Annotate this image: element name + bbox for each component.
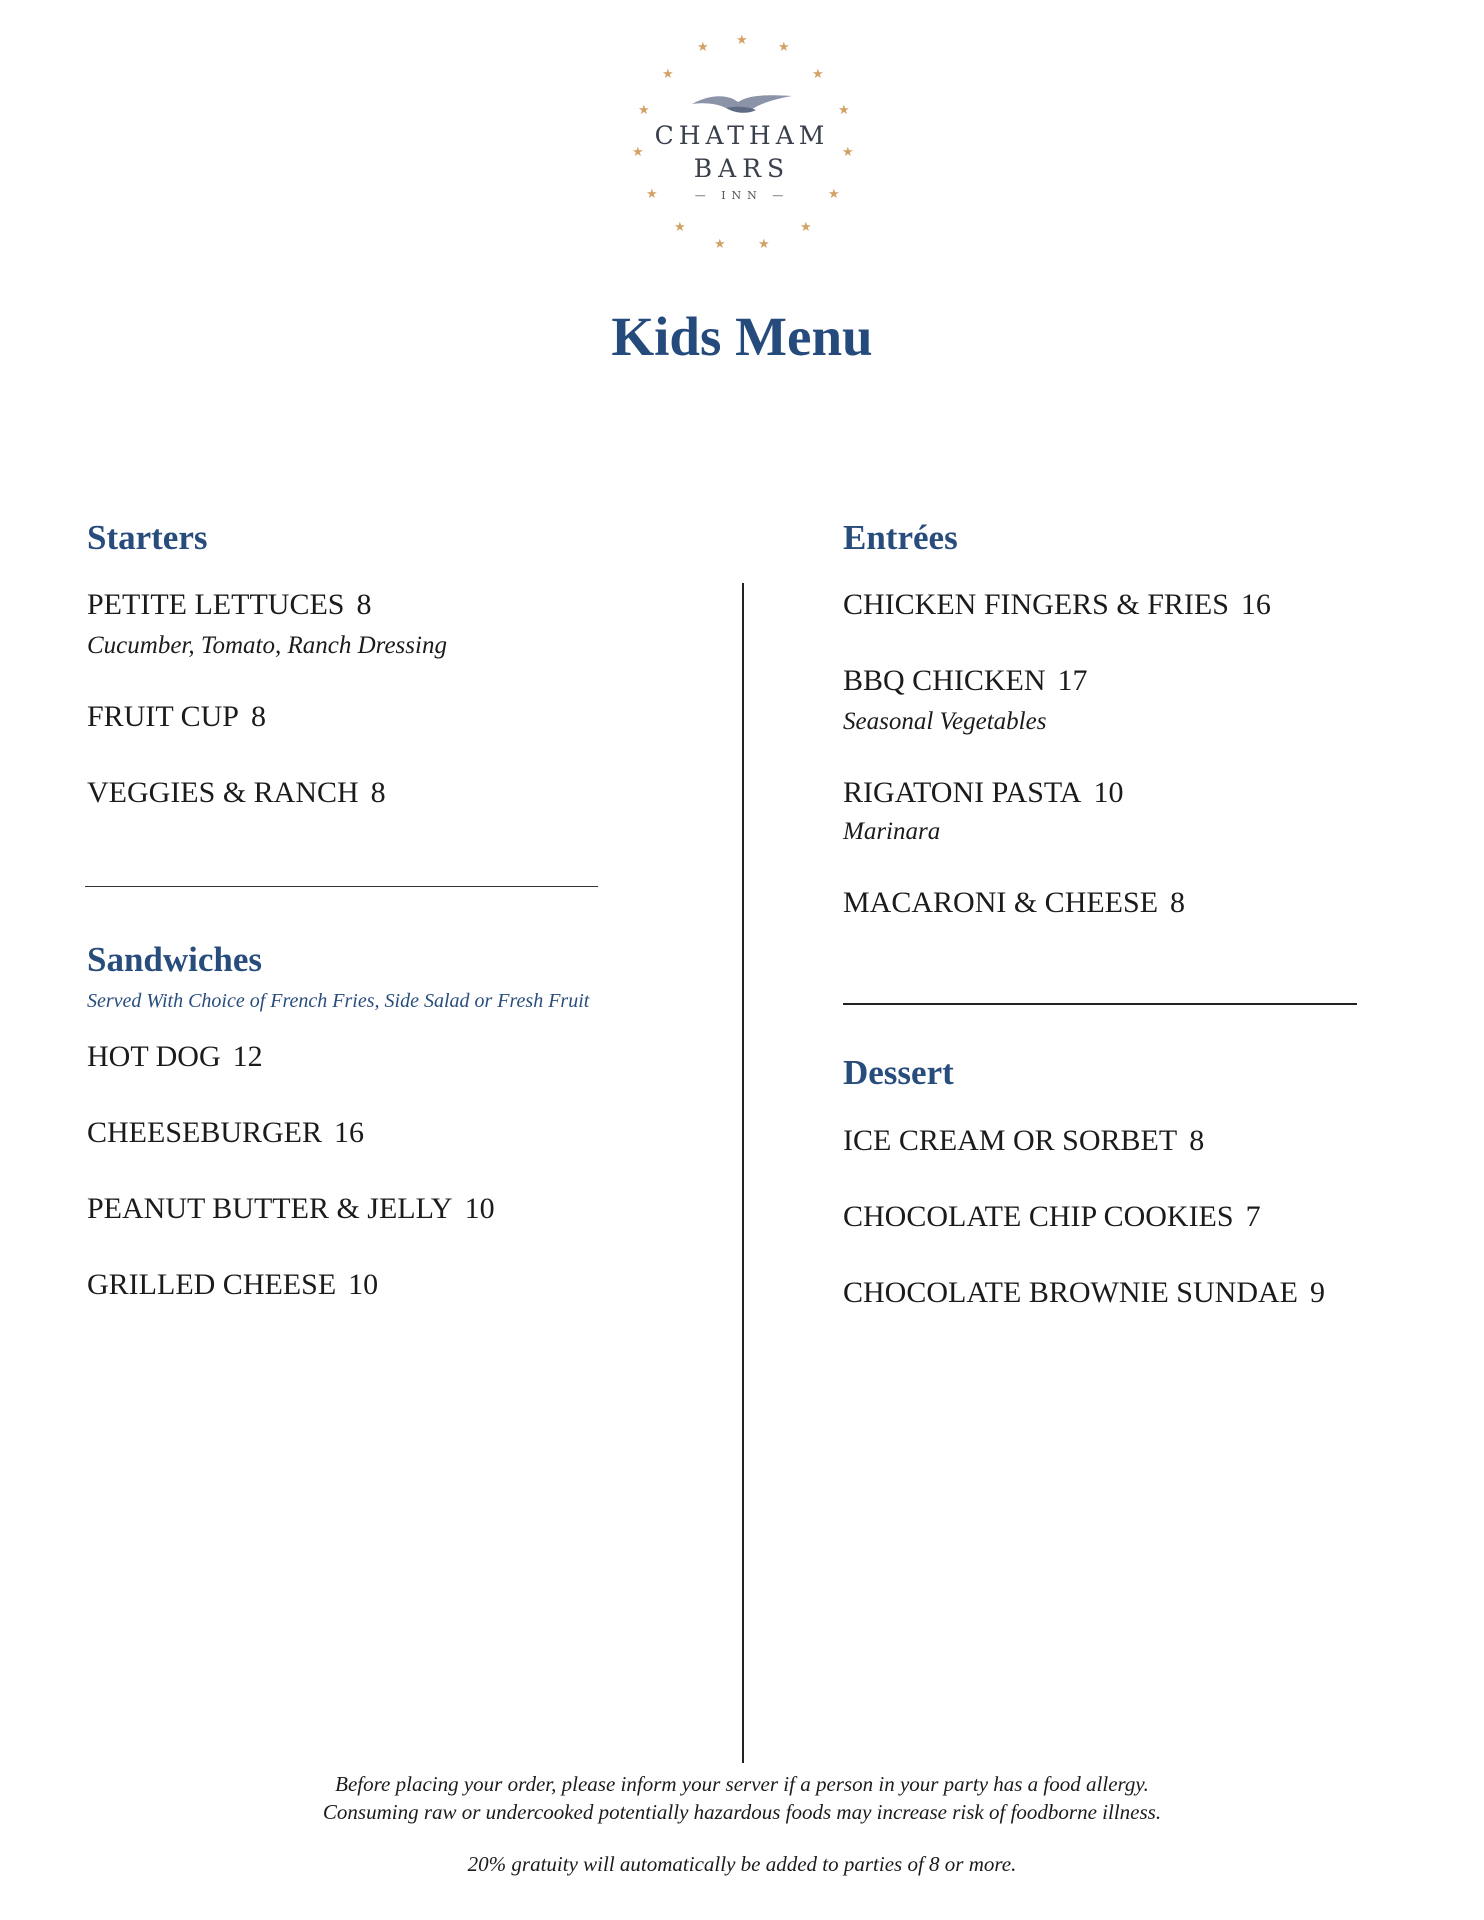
menu-item <box>843 886 1185 920</box>
menu-item <box>87 700 266 734</box>
sandwiches-note: Served With Choice of French Fries, Side Salad or Fresh Fruit <box>87 990 590 1012</box>
star-icon: ★ <box>800 220 812 235</box>
page-title: Kids Menu <box>611 306 873 367</box>
menu-item <box>843 1276 1325 1310</box>
item-description: Marinara <box>843 818 941 845</box>
menu-item <box>87 1040 263 1074</box>
gratuity-notice: 20% gratuity will automatically be added to parties of 8 or more. <box>467 1852 1017 1876</box>
item-price: 10 <box>1093 776 1124 809</box>
item-name: CHOCOLATE BROWNIE SUNDAE <box>843 1276 1298 1309</box>
starters-heading: Starters <box>87 518 208 557</box>
menu-item <box>843 588 1271 622</box>
star-icon: ★ <box>632 145 644 160</box>
menu-item <box>843 1124 1204 1158</box>
star-icon: ★ <box>842 145 854 160</box>
star-icon: ★ <box>662 67 674 82</box>
star-icon: ★ <box>838 103 850 118</box>
allergy-notice: Before placing your order, please inform your server if a person in your party has a food allergy. <box>335 1772 1149 1796</box>
item-name: PETITE LETTUCES <box>87 588 345 621</box>
item-description: Seasonal Vegetables <box>843 708 1047 735</box>
logo <box>612 18 872 268</box>
item-name: ICE CREAM OR SORBET <box>843 1124 1178 1157</box>
logo-line-2: BARS <box>693 154 791 183</box>
item-price: 8 <box>251 700 266 733</box>
star-icon: ★ <box>812 67 824 82</box>
item-price: 8 <box>1170 886 1186 919</box>
sandwiches-heading: Sandwiches <box>87 940 263 979</box>
item-name: CHOCOLATE CHIP COOKIES <box>843 1200 1234 1233</box>
item-name: GRILLED CHEESE <box>87 1268 337 1301</box>
item-name: CHEESEBURGER <box>87 1116 323 1149</box>
item-price: 17 <box>1057 664 1088 697</box>
item-price: 12 <box>232 1040 263 1073</box>
entrees-heading: Entrées <box>843 518 958 557</box>
menu-item <box>87 776 386 810</box>
column-divider <box>742 583 744 1763</box>
menu-item <box>87 1268 378 1302</box>
item-price: 8 <box>370 776 386 809</box>
item-description: Cucumber, Tomato, Ranch Dressing <box>87 632 447 659</box>
item-price: 9 <box>1309 1276 1325 1309</box>
item-name: CHICKEN FINGERS & FRIES <box>843 588 1229 621</box>
item-price: 16 <box>334 1116 365 1149</box>
menu-item <box>87 588 371 622</box>
item-name: RIGATONI PASTA <box>843 776 1082 809</box>
item-name: VEGGIES & RANCH <box>87 776 359 809</box>
foodborne-notice: Consuming raw or undercooked potentially hazardous foods may increase risk of foodborne illness. <box>322 1800 1162 1824</box>
menu-item <box>843 1200 1261 1234</box>
star-icon: ★ <box>778 40 790 55</box>
star-icon: ★ <box>638 103 650 118</box>
item-name: FRUIT CUP <box>87 700 239 733</box>
star-icon: ★ <box>736 33 748 48</box>
star-icon: ★ <box>758 237 770 252</box>
star-icon: ★ <box>828 187 840 202</box>
item-name: BBQ CHICKEN <box>843 664 1046 697</box>
star-icon: ★ <box>697 40 709 55</box>
menu-item <box>843 776 1123 810</box>
logo-line-3: — INN — <box>694 189 790 202</box>
item-price: 10 <box>348 1268 379 1301</box>
item-price: 10 <box>464 1192 495 1225</box>
section-divider-left <box>85 886 598 887</box>
section-divider-right <box>843 1003 1357 1005</box>
item-name: HOT DOG <box>87 1040 221 1073</box>
seagull-icon <box>690 90 794 120</box>
item-price: 7 <box>1245 1200 1261 1233</box>
logo-line-1: CHATHAM <box>654 121 830 150</box>
item-name: PEANUT BUTTER & JELLY <box>87 1192 453 1225</box>
item-price: 8 <box>1189 1124 1205 1157</box>
dessert-heading: Dessert <box>843 1053 954 1092</box>
item-price: 8 <box>356 588 372 621</box>
item-price: 16 <box>1240 588 1271 621</box>
star-icon: ★ <box>646 187 658 202</box>
star-icon: ★ <box>714 237 726 252</box>
menu-item <box>87 1116 364 1150</box>
star-icon: ★ <box>674 220 686 235</box>
item-name: MACARONI & CHEESE <box>843 886 1159 919</box>
menu-item <box>843 664 1088 698</box>
menu-item <box>87 1192 495 1226</box>
